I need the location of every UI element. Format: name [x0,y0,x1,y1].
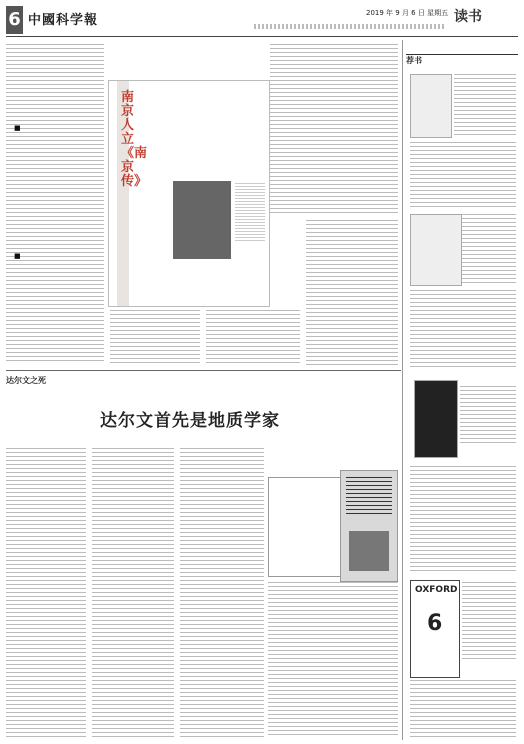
book-cover-nanjing [108,80,270,307]
book-photo [173,181,231,259]
book-cover [414,380,458,458]
article-text [110,310,200,366]
book-review [410,466,516,574]
article-text [270,44,398,214]
book-note [462,214,516,284]
book-title: 南京人立《南京传》 [121,90,148,189]
book-note [454,74,516,136]
masthead-rule [254,24,446,29]
section-divider [6,370,401,371]
book-image [349,531,389,571]
article-text [206,310,300,366]
page-number: 6 [6,6,23,34]
book-title-lines [346,477,392,517]
section-label: 达尔文之死 [6,376,46,385]
header-rule [6,36,518,37]
pull-quote [268,477,342,577]
column-title: 读书 [454,9,482,25]
subheading: ■ [14,124,21,132]
book-review [410,680,516,738]
paper-name: 中國科学報 [28,13,99,28]
sidebar-label: 荐书 [406,54,518,69]
article-text [92,448,174,738]
article-text [268,582,398,738]
book-cover-number: 6 [427,611,443,636]
book-cover [410,74,452,138]
subheading: ■ [14,252,21,260]
book-review [410,290,516,370]
book-note [460,386,516,444]
article-text [306,220,398,366]
book-note [462,582,516,662]
article-text [180,448,264,738]
book-cover-darwin [340,470,398,582]
headline: 达尔文首先是地质学家 [100,411,280,431]
book-cover-oxford [410,580,460,678]
book-cover-title: OXFORD [415,585,458,595]
book-cover [410,214,462,286]
article-text [6,44,104,364]
column-divider [402,40,403,740]
article-text [6,448,86,738]
book-text [235,183,265,243]
masthead [6,6,518,34]
book-review [410,142,516,210]
date: 2019 年 9 月 6 日 星期五 [366,9,449,17]
